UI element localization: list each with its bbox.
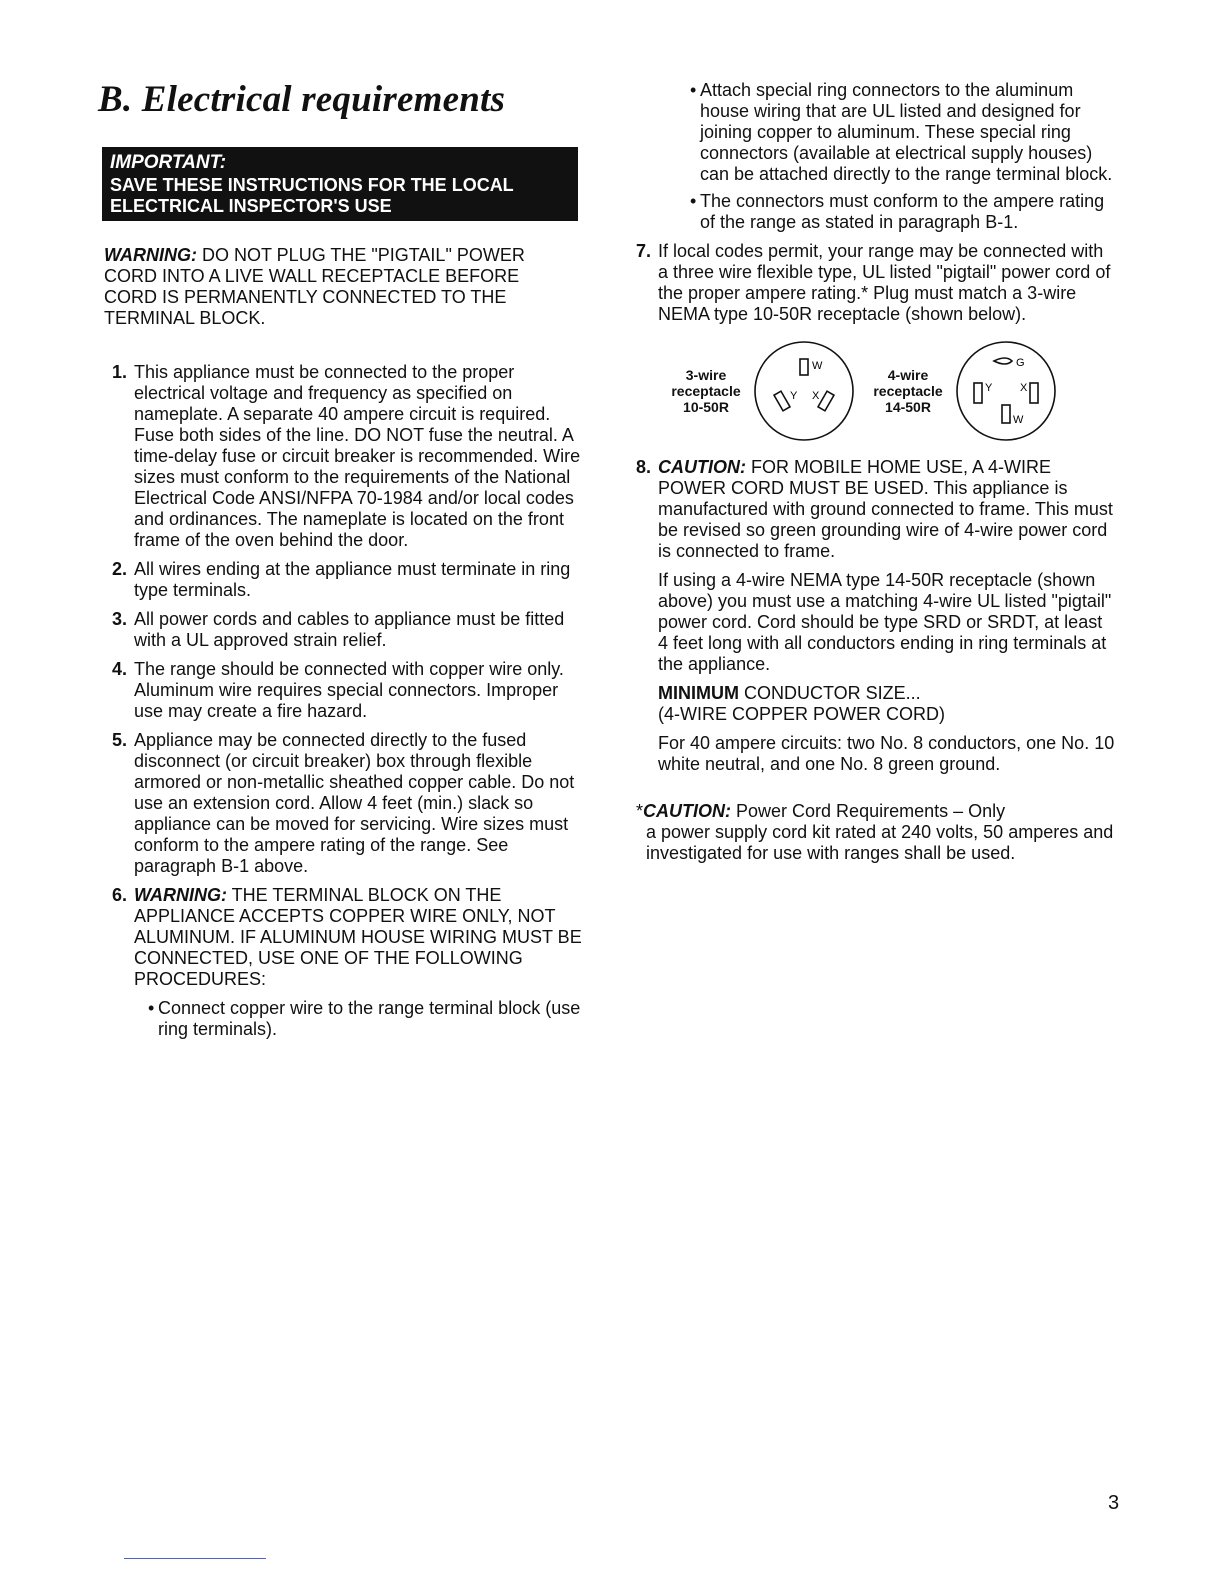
item-number: 5. bbox=[112, 730, 128, 750]
left-column bbox=[98, 78, 584, 1046]
item8-text: FOR MOBILE HOME USE, A 4-WIRE POWER CORD MUST BE USED. This appliance is manufactured with ground connected to frame. This must be revised so green grounding wire of 4-wire power cord is connected to frame. bbox=[658, 457, 1113, 561]
item-number: 4. bbox=[112, 659, 128, 679]
min-head-bold: MINIMUM bbox=[658, 683, 739, 703]
item8-caution-label: CAUTION: bbox=[658, 457, 746, 477]
footnote-star: * bbox=[636, 801, 644, 821]
important-text: SAVE THESE INSTRUCTIONS FOR THE LOCAL ELECTRICAL INSPECTOR'S USE bbox=[110, 175, 514, 216]
slot-y bbox=[774, 391, 790, 411]
item6-bullets-right bbox=[690, 80, 1116, 233]
slot-w-label: W bbox=[812, 360, 823, 372]
item7-text: If local codes permit, your range may be connected with a three wire flexible type, UL listed "pigtail" power cord of the proper ampere rating.* Plug must match a 3-wire NEMA type 10-50R receptacle (shown below). bbox=[658, 241, 1111, 324]
receptacle-3wire-label bbox=[666, 367, 746, 415]
item-text: All power cords and cables to appliance must be fitted with a UL approved strain relief. bbox=[134, 609, 565, 650]
receptacle-diagrams bbox=[666, 339, 1116, 443]
bullet-item: • The connectors must conform to the ampere rating of the range as stated in paragraph B-1. bbox=[690, 191, 1116, 233]
slot-g-label: G bbox=[1016, 357, 1025, 369]
list-item bbox=[104, 559, 584, 601]
footnote-label: CAUTION: bbox=[643, 801, 732, 821]
list-item-6 bbox=[104, 885, 584, 990]
item8-para3: For 40 ampere circuits: two No. 8 conductors, one No. 10 white neutral, and one No. 8 green ground. bbox=[658, 733, 1115, 774]
item8-para2: If using a 4-wire NEMA type 14-50R receptacle (shown above) you must use a matching 4-wire UL listed "pigtail" power cord. Cord should be type SRD or SRDT, at least 4 feet long with all conductors ending in ring terminals at the appliance. bbox=[658, 570, 1112, 674]
warning-text: DO NOT PLUG THE "PIGTAIL" POWER CORD INTO A LIVE WALL RECEPTACLE BEFORE CORD IS PERMANENTLY CONNECTED TO THE TERMINAL BLOCK. bbox=[104, 245, 525, 328]
slot-y-label: Y bbox=[790, 390, 798, 402]
page-number: 3 bbox=[1108, 1492, 1120, 1514]
item-text: This appliance must be connected to the proper electrical voltage and frequency as specified on nameplate. A separate 40 ampere circuit is required. Fuse both sides of the line. DO NOT fuse the neutral. A time-delay fuse or circuit breaker is recommended. Wire sizes must conform to the requirements of the National Electrical Code ANSI/NFPA 70-1984 and/or local codes and ordinances. The nameplate is located on the front frame of the oven behind the door. bbox=[134, 362, 581, 550]
requirements-list bbox=[104, 362, 584, 1040]
list-item bbox=[104, 659, 584, 722]
slot-x-label: X bbox=[1020, 382, 1028, 394]
slot-g bbox=[994, 358, 1012, 364]
rec-label-line: 10-50R bbox=[683, 399, 729, 415]
slot-y bbox=[974, 383, 982, 403]
bullet-item: • Attach special ring connectors to the aluminum house wiring that are UL listed and designed for joining copper to aluminum. These special ring connectors (available at electrical supply houses) can be attached directly to the range terminal block. bbox=[690, 80, 1116, 185]
rec-label-line: receptacle bbox=[671, 383, 741, 399]
item-text: Appliance may be connected directly to the fused disconnect (or circuit breaker) box through flexible armored or non-metallic sheathed copper cable. Do not use an extension cord. Allow 4 feet (min.) slack so appliance can be moved for servicing. Wire sizes must conform to the ampere rating of the range. See paragraph B-1 above. bbox=[134, 730, 575, 876]
rec-label-line: receptacle bbox=[873, 383, 943, 399]
item-number: 8. bbox=[636, 457, 652, 477]
section-title: B. Electrical requirements bbox=[98, 79, 506, 120]
item6-bullets-left bbox=[148, 998, 584, 1040]
item-text: The range should be connected with copper wire only. Aluminum wire requires special connectors. Improper use may create a fire hazard. bbox=[134, 659, 564, 721]
item-number: 1. bbox=[112, 362, 128, 382]
list-item bbox=[104, 730, 584, 877]
bottom-rule bbox=[124, 1558, 266, 1559]
slot-w-label: W bbox=[1013, 414, 1024, 426]
item-number: 2. bbox=[112, 559, 128, 579]
slot-x bbox=[1030, 383, 1038, 403]
slot-w bbox=[1002, 405, 1010, 423]
slot-w bbox=[800, 359, 808, 375]
slot-x-label: X bbox=[812, 390, 820, 402]
receptacle-10-50r-diagram bbox=[752, 339, 856, 443]
important-box bbox=[102, 147, 578, 221]
slot-x bbox=[818, 391, 834, 411]
footnote-body: a power supply cord kit rated at 240 volts, 50 amperes and investigated for use with ranges shall be used. bbox=[646, 822, 1114, 863]
item6-text: THE TERMINAL BLOCK ON THE APPLIANCE ACCEPTS COPPER WIRE ONLY, NOT ALUMINUM. IF ALUMINUM HOUSE WIRING MUST BE CONNECTED, USE ONE OF THE FOLLOWING PROCEDURES: bbox=[134, 885, 582, 989]
list-item-7 bbox=[636, 241, 1116, 325]
min-conductor-heading bbox=[658, 683, 1116, 725]
min-head-rest: CONDUCTOR SIZE... bbox=[738, 683, 921, 703]
list-item bbox=[104, 362, 584, 551]
list-item bbox=[104, 609, 584, 651]
receptacle-4wire-label bbox=[868, 367, 948, 415]
slot-y-label: Y bbox=[985, 382, 993, 394]
footnote-caution bbox=[636, 801, 1116, 864]
item-number: 3. bbox=[112, 609, 128, 629]
item-number: 7. bbox=[636, 241, 652, 261]
list-item-8 bbox=[636, 457, 1116, 562]
rec-label-line: 14-50R bbox=[885, 399, 931, 415]
min-head-line2: (4-WIRE COPPER POWER CORD) bbox=[658, 704, 946, 724]
rec-label-line: 4-wire bbox=[887, 367, 929, 383]
important-label: IMPORTANT: bbox=[110, 152, 227, 173]
receptacle-14-50r-diagram bbox=[954, 339, 1058, 443]
bullet-item: • Connect copper wire to the range terminal block (use ring terminals). bbox=[148, 998, 584, 1040]
footnote-lead: Power Cord Requirements – Only bbox=[731, 801, 1006, 821]
warning-paragraph bbox=[104, 245, 574, 329]
item-text: All wires ending at the appliance must terminate in ring type terminals. bbox=[134, 559, 571, 600]
item6-warning-label: WARNING: bbox=[134, 885, 227, 905]
rec-label-line: 3-wire bbox=[685, 367, 727, 383]
warning-label: WARNING: bbox=[104, 245, 197, 265]
right-column bbox=[636, 80, 1116, 864]
item-number: 6. bbox=[112, 885, 128, 905]
